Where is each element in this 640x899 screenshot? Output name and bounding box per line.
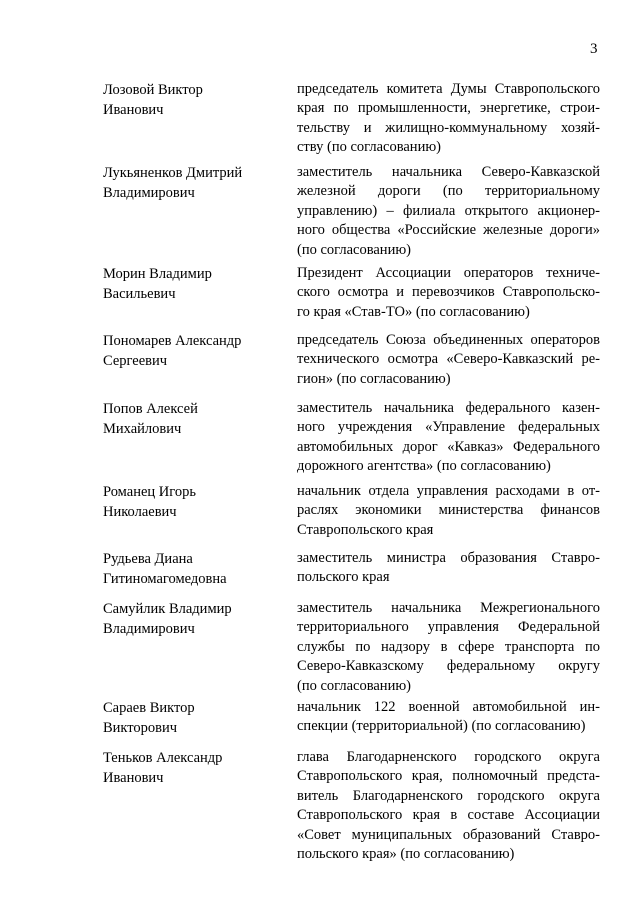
member-position-line: автомобильных дорог «Кавказ» Федерального [297, 438, 600, 455]
member-name-line: Гитиномагомедовна [103, 571, 227, 587]
member-position [297, 482, 600, 540]
member-position-line: (по согласованию) [297, 677, 411, 694]
member-position-line: края по промышленности, энергетике, строи- [297, 100, 600, 117]
member-name-line: Самуйлик Владимир [103, 601, 232, 617]
member-position [297, 399, 600, 477]
member-name-line: Пономарев Александр [103, 333, 242, 349]
member-position [297, 599, 600, 696]
member-name [103, 399, 288, 439]
member-name-line: Сергеевич [103, 353, 168, 369]
member-name [103, 163, 288, 203]
member-position-line: глава Благодарненского городского округа [297, 749, 600, 765]
member-position-line: заместитель начальника Северо-Кавказской [297, 164, 600, 180]
member-position [297, 163, 600, 260]
member-name-line: Николаевич [103, 504, 177, 520]
member-position-line: раслях экономики министерства финансов [297, 502, 600, 519]
member-position-line: го края «Став-ТО» (по согласованию) [297, 303, 530, 320]
member-position-line: Ставропольского края [297, 521, 434, 538]
member-name-line: Владимирович [103, 621, 195, 637]
member-position-line: польского края [297, 569, 390, 586]
member-position-line: (по согласованию) [297, 241, 411, 258]
member-name [103, 80, 288, 120]
member-position-line: председатель комитета Думы Ставропольского [297, 81, 600, 97]
member-position-line: польского края» (по согласованию) [297, 846, 515, 863]
member-name-line: Лукьяненков Дмитрий [103, 165, 243, 181]
member-position-line: начальник отдела управления расходами в от- [297, 483, 600, 499]
member-name-line: Владимирович [103, 185, 195, 201]
member-position-line: территориального управления Федеральной [297, 619, 600, 636]
member-name-line: Викторович [103, 720, 178, 736]
member-position [297, 264, 600, 322]
member-name-line: Морин Владимир [103, 266, 212, 282]
member-name-line: Васильевич [103, 286, 176, 302]
member-position-line: ского осмотра и перевозчиков Ставропольско- [297, 284, 600, 301]
member-name [103, 698, 288, 738]
member-position-line: витель Благодарненского городского округа [297, 787, 600, 804]
member-name [103, 264, 288, 304]
member-position [297, 549, 600, 588]
member-name [103, 482, 288, 522]
member-name [103, 748, 288, 788]
member-position-line: заместитель начальника Межрегионального [297, 600, 600, 616]
member-position-line: управлению) – филиала открытого акционер- [297, 202, 600, 219]
member-position-line: «Совет муниципальных образований Ставро- [297, 826, 600, 843]
member-position-line: железной дороги (по территориальному [297, 183, 600, 200]
member-position-line: ству (по согласованию) [297, 139, 441, 156]
member-position [297, 331, 600, 389]
member-position-line: председатель Союза объединенных операторов [297, 332, 600, 348]
page-number: 3 [590, 41, 598, 57]
member-name-line: Лозовой Виктор [103, 82, 203, 98]
member-position-line: гион» (по согласованию) [297, 370, 451, 387]
member-position-line: дорожного агентства» (по согласованию) [297, 458, 551, 475]
member-position-line: тельству и жилищно-коммунальному хозяй- [297, 119, 600, 136]
member-position-line: Ставропольского края в составе Ассоциации [297, 807, 600, 824]
member-position-line: ного общества «Российские железные дороги» [297, 222, 600, 239]
member-name-line: Романец Игорь [103, 484, 196, 500]
member-name-line: Михайлович [103, 421, 182, 437]
member-name-line: Иванович [103, 102, 164, 118]
member-name-line: Теньков Александр [103, 750, 223, 766]
member-position-line: Президент Ассоциации операторов техниче- [297, 265, 600, 281]
member-position-line: начальник 122 военной автомобильной ин- [297, 699, 600, 715]
member-position-line: заместитель начальника федерального казен- [297, 400, 600, 416]
member-name-line: Иванович [103, 770, 164, 786]
member-position-line: заместитель министра образования Ставро- [297, 550, 600, 566]
member-position-line: технического осмотра «Северо-Кавказский ре- [297, 351, 600, 368]
member-position [297, 748, 600, 864]
member-position-line: ного учреждения «Управление федеральных [297, 419, 600, 436]
member-name-line: Сараев Виктор [103, 700, 195, 716]
member-position-line: Ставропольского края, полномочный предста- [297, 768, 600, 785]
member-position [297, 80, 600, 158]
member-position [297, 698, 600, 737]
member-position-line: спекции (территориальной) (по согласованию) [297, 718, 586, 735]
member-name-line: Попов Алексей [103, 401, 198, 417]
member-name [103, 599, 288, 639]
member-name [103, 549, 288, 589]
member-name [103, 331, 288, 371]
member-position-line: службы по надзору в сфере транспорта по [297, 638, 600, 655]
member-position-line: Северо-Кавказскому федеральному округу [297, 658, 600, 675]
member-name-line: Рудьева Диана [103, 551, 193, 567]
